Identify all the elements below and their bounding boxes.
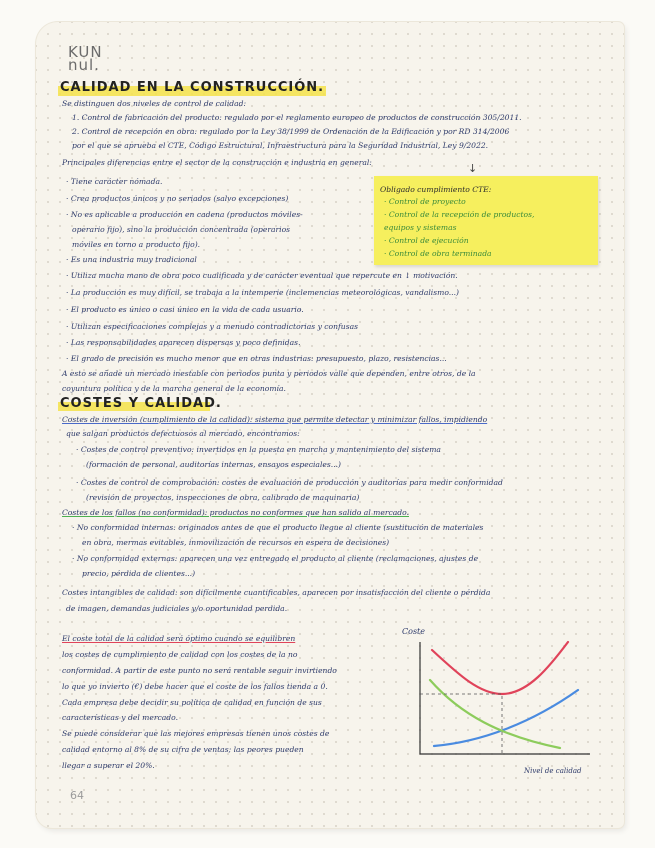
- summary-line: lo que yo invierto (€) debe hacer que el coste de los fallos tienda a 0.: [62, 682, 328, 691]
- diff-item: · Crea productos únicos y no seriados (salvo excepciones): [66, 194, 289, 203]
- conformity-cost-curve: [434, 690, 578, 746]
- diff-item: · Utiliza mucha mano de obra poco cualificada y de carácter eventual que repercute en ↓ motivación.: [66, 271, 458, 280]
- diff-item: · Es una industria muy tradicional: [66, 255, 197, 264]
- summary-line: características y del mercado.: [62, 713, 178, 722]
- cost-line: (formación de personal, auditorías internas, ensayos especiales...): [86, 460, 341, 469]
- optimum-guide: [420, 694, 502, 754]
- brand-logo: [68, 43, 103, 74]
- summary-line: conformidad. A partir de este punto no será rentable seguir invirtiendo: [62, 666, 337, 675]
- cost-line: precio, pérdida de clientes...): [82, 569, 196, 578]
- page-title: CALIDAD EN LA CONSTRUCCIÓN.: [60, 80, 325, 95]
- cost-line: de imagen, demandas judiciales y/o oportunidad perdida.: [66, 604, 288, 613]
- diff-item: móviles en torno a producto fijo).: [72, 240, 201, 249]
- cost-line: · Costes de control preventivo: invertidos en la puesta en marcha y mantenimiento del sistema: [76, 445, 441, 454]
- level-1: 1. Control de fabricación del producto: regulado por el reglamento europeo de productos de construcción 305/2011.: [72, 113, 522, 122]
- market-note: A esto se añade un mercado inestable con periodos punta y periodos valle que dependen, entre otros, de la: [62, 369, 476, 378]
- diff-item: operario fijo), sino la producción concentrada (operarios: [72, 225, 291, 234]
- summary-line: los costes de cumplimiento de calidad con los costes de la no: [62, 650, 298, 659]
- cost-line: en obra, mermas evitables, inmovilización de recursos en espera de decisiones): [82, 538, 390, 547]
- cost-line: Costes de inversión (cumplimiento de la calidad): sistema que permite detectar y minimizar fallos, impidiendo: [62, 415, 488, 424]
- diff-item: · La producción es muy difícil, se trabaja a la intemperie (inclemencias meteorológicas, vandalismo...): [66, 288, 459, 297]
- diff-item: · Utilizan especificaciones complejas y a menudo contradictorias y confusas: [66, 322, 359, 331]
- section-title: COSTES Y CALIDAD.: [60, 396, 222, 411]
- sticky-item: · Control de ejecución: [384, 236, 469, 245]
- diff-item: · No es aplicable a producción en cadena (productos móviles-: [66, 210, 303, 219]
- summary-line: Se puede considerar que las mejores empresas tienen unos costes de: [62, 729, 330, 738]
- diff-item: · El producto es único o casi único en la vida de cada usuario.: [66, 305, 304, 314]
- sticky-item: · Control de obra terminada: [384, 249, 492, 258]
- logo-line-1: KUN: [68, 43, 103, 61]
- diff-item: · Las responsabilidades aparecen dispersas y poco definidas.: [66, 338, 301, 347]
- total-cost-curve: [432, 642, 568, 694]
- graph-xlabel: Nivel de calidad: [524, 767, 582, 775]
- differences-title: Principales diferencias entre el sector de la construcción e industria en general:: [62, 158, 372, 167]
- page-number: 64: [70, 789, 84, 802]
- sticky-item: equipos y sistemas: [384, 223, 457, 232]
- graph-ylabel: Coste: [402, 627, 425, 636]
- sticky-item: · Control de proyecto: [384, 197, 466, 206]
- sticky-title: Obligado cumplimiento CTE:: [380, 185, 492, 194]
- cost-line: · No conformidad internas: originados antes de que el producto llegue al cliente (sustitución de materiales: [72, 523, 484, 532]
- diff-item: · Tiene carácter nómada.: [66, 177, 163, 186]
- level-2-cont: por el que se aprueba el CTE, Código Estructural, Infraestructura para la Seguridad Industrial, Ley 9/2022.: [72, 141, 489, 150]
- cost-line: · Costes de control de comprobación: costes de evaluación de producción y auditorías para medir conformidad: [76, 478, 503, 487]
- sticky-item: · Control de la recepción de productos,: [384, 210, 535, 219]
- summary-line: calidad entorno al 8% de su cifra de ventas; las peores pueden: [62, 745, 304, 754]
- sticky-note: [374, 176, 598, 265]
- logo-line-2: nul.: [68, 56, 100, 74]
- summary-line: El coste total de la calidad será óptimo cuando se equilibren: [62, 634, 296, 643]
- cost-line: que salgan productos defectuosos al mercado, encontramos:: [66, 429, 300, 438]
- market-note: coyuntura política y de la marcha general de la economía.: [62, 384, 286, 393]
- cost-line: (revisión de proyectos, inspecciones de obra, calibrado de maquinaria): [86, 493, 360, 502]
- arrow-down-icon: ↓: [468, 162, 478, 175]
- diff-item: · El grado de precisión es mucho menor que en otras industrias: presupuesto, plazo, resistencias...: [66, 354, 447, 363]
- summary-line: Cada empresa debe decidir su política de calidad en función de sus: [62, 698, 322, 707]
- cost-line: Costes intangibles de calidad: son difícilmente cuantificables, aparecen por insatisfacción del cliente o pérdida: [62, 588, 491, 597]
- level-2: 2. Control de recepción en obra: regulado por la Ley 38/1999 de Ordenación de la Edificación y por RD 314/2006: [72, 127, 510, 136]
- summary-line: llegar a superar el 20%.: [62, 761, 155, 770]
- cost-quality-graph: [400, 636, 600, 766]
- cost-line: · No conformidad externas: aparecen una vez entregado el producto al cliente (reclamaciones, ajustes de: [72, 554, 479, 563]
- intro-text: Se distinguen dos niveles de control de calidad:: [62, 99, 247, 108]
- cost-line: Costes de los fallos (no conformidad): productos no conformes que han salido al mercado.: [62, 508, 409, 517]
